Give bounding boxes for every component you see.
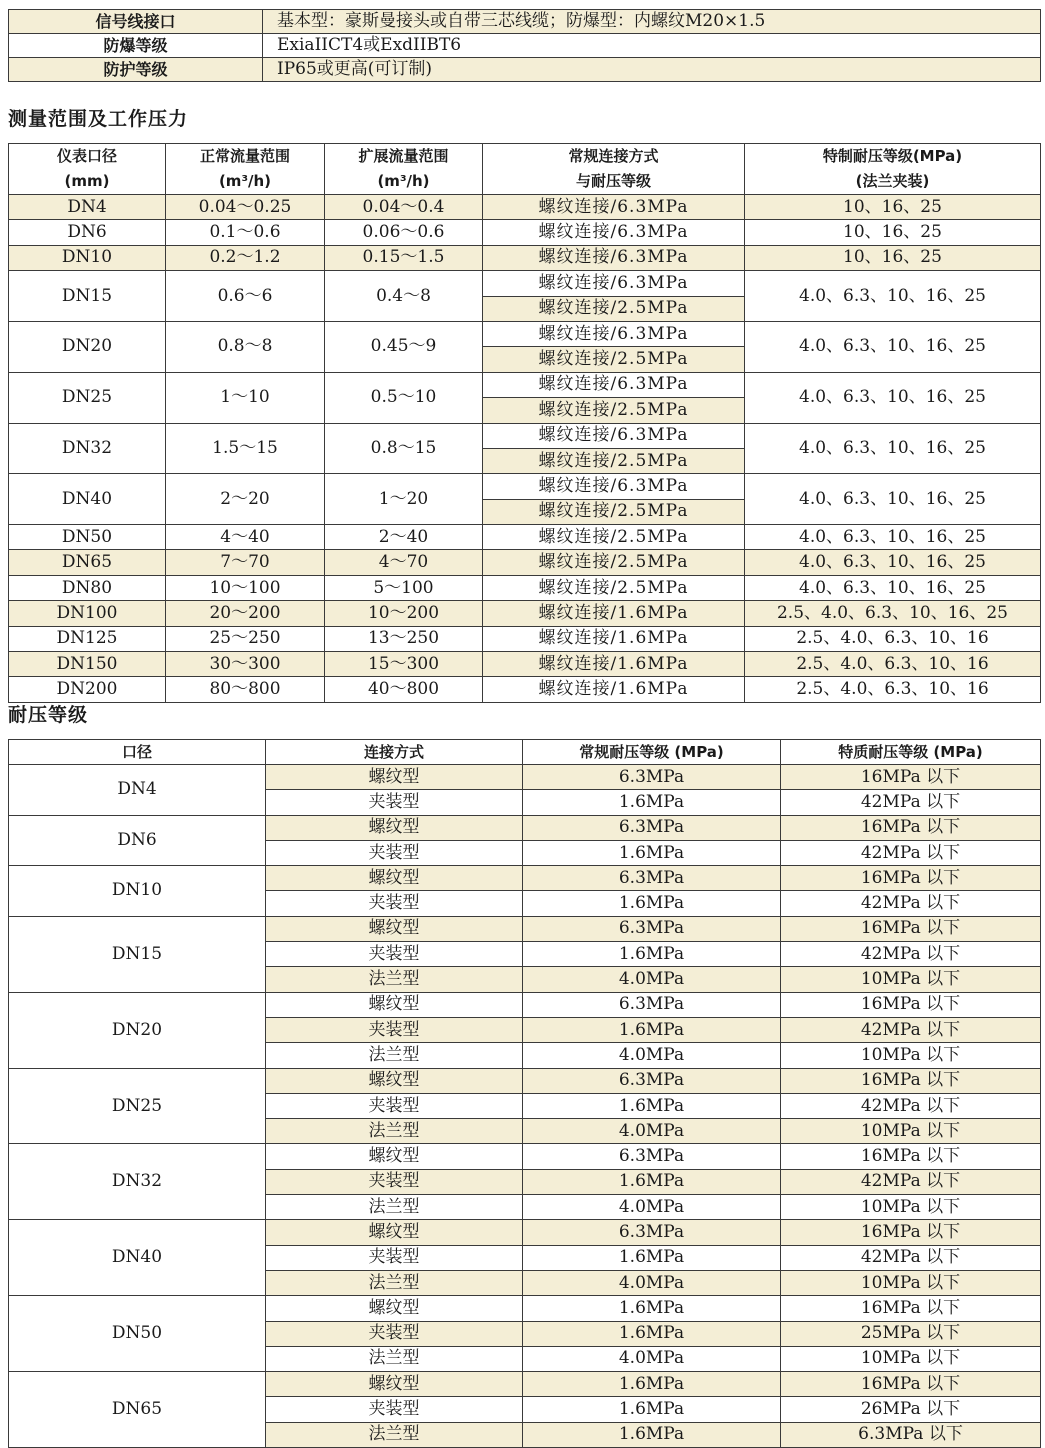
special-pressure-cell: 4.0、6.3、10、16、25 [745,423,1041,474]
measurement-row [9,652,1041,677]
special-pressure-cell: 4.0、6.3、10、16、25 [745,321,1041,372]
normal-pressure-cell: 4.0MPa [523,1270,781,1295]
measurement-row [9,550,1041,575]
special-pressure-cell: 42MPa 以下 [781,891,1041,916]
normal-range-cell: 80～800 [166,677,325,702]
dn-cell: DN20 [9,321,166,372]
pressure-row [9,992,1041,1017]
header-line-2: (mm) [64,172,110,190]
normal-range-cell: 30～300 [166,652,325,677]
special-pressure-cell: 16MPa 以下 [781,1372,1041,1397]
special-pressure-cell: 10MPa 以下 [781,967,1041,992]
special-pressure-cell: 4.0、6.3、10、16、25 [745,474,1041,525]
normal-pressure-cell: 6.3MPa [523,916,781,941]
connection-type-cell: 法兰型 [266,1270,523,1295]
header-line-2: (法兰夹装) [855,172,930,190]
dn-cell: DN10 [9,866,266,917]
connection-type-cell: 夹装型 [266,790,523,815]
connection-type-cell: 夹装型 [266,1169,523,1194]
special-pressure-cell: 10MPa 以下 [781,1270,1041,1295]
normal-pressure-cell: 6.3MPa [523,815,781,840]
normal-range-cell: 20～200 [166,601,325,626]
measurement-title: 测量范围及工作压力 [8,108,189,130]
dn-cell: DN80 [9,575,166,600]
dn-cell: DN6 [9,220,166,245]
connection-cell: 螺纹连接/2.5MPa [483,296,745,321]
normal-pressure-cell: 4.0MPa [523,967,781,992]
extended-range-cell: 15～300 [325,652,483,677]
connection-type-cell: 夹装型 [266,1017,523,1042]
spec-value: 基本型：豪斯曼接头或自带三芯线缆；防爆型：内螺纹M20×1.5 [263,10,1041,34]
connection-type-cell: 夹装型 [266,1245,523,1270]
special-pressure-cell: 42MPa 以下 [781,1017,1041,1042]
normal-pressure-cell: 1.6MPa [523,1372,781,1397]
special-pressure-cell: 16MPa 以下 [781,765,1041,790]
pressure-row [9,1144,1041,1169]
measurement-row [9,677,1041,702]
normal-range-cell: 0.6～6 [166,271,325,322]
normal-pressure-cell: 4.0MPa [523,1195,781,1220]
connection-cell: 螺纹连接/6.3MPa [483,423,745,448]
extended-range-cell: 4～70 [325,550,483,575]
dn-cell: DN10 [9,245,166,270]
header-line-1: 特制耐压等级(MPa) [822,147,963,165]
connection-cell: 螺纹连接/1.6MPa [483,601,745,626]
special-pressure-cell: 10MPa 以下 [781,1195,1041,1220]
connection-cell: 螺纹连接/2.5MPa [483,575,745,600]
normal-pressure-cell: 1.6MPa [523,1017,781,1042]
special-pressure-cell: 10MPa 以下 [781,1043,1041,1068]
normal-range-cell: 0.8～8 [166,321,325,372]
normal-pressure-cell: 6.3MPa [523,1144,781,1169]
normal-pressure-cell: 4.0MPa [523,1043,781,1068]
extended-range-cell: 0.04～0.4 [325,195,483,220]
normal-range-cell: 10～100 [166,575,325,600]
normal-pressure-cell: 1.6MPa [523,790,781,815]
connection-type-cell: 螺纹型 [266,815,523,840]
pressure-row [9,765,1041,790]
measurement-row [9,271,1041,296]
connection-cell: 螺纹连接/6.3MPa [483,271,745,296]
connection-cell: 螺纹连接/1.6MPa [483,677,745,702]
pressure-header-cell: 连接方式 [266,740,523,765]
connection-cell: 螺纹连接/6.3MPa [483,195,745,220]
connection-cell: 螺纹连接/2.5MPa [483,499,745,524]
measurement-row [9,474,1041,499]
connection-type-cell: 螺纹型 [266,1372,523,1397]
spec-key: 信号线接口 [9,10,263,34]
normal-pressure-cell: 1.6MPa [523,891,781,916]
normal-pressure-cell: 1.6MPa [523,1093,781,1118]
special-pressure-cell: 10、16、25 [745,220,1041,245]
special-pressure-cell: 25MPa 以下 [781,1321,1041,1346]
special-pressure-cell: 2.5、4.0、6.3、10、16 [745,626,1041,651]
normal-pressure-cell: 6.3MPa [523,1220,781,1245]
connection-type-cell: 法兰型 [266,1195,523,1220]
dn-cell: DN200 [9,677,166,702]
spec-key: 防护等级 [9,58,263,82]
pressure-header-cell: 口径 [9,740,266,765]
extended-range-cell: 40～800 [325,677,483,702]
connection-type-cell: 螺纹型 [266,866,523,891]
measurement-table [8,143,1041,703]
connection-type-cell: 螺纹型 [266,992,523,1017]
connection-cell: 螺纹连接/2.5MPa [483,347,745,372]
dn-cell: DN65 [9,550,166,575]
connection-type-cell: 夹装型 [266,1093,523,1118]
header-line-2: 与耐压等级 [575,172,651,190]
normal-pressure-cell: 1.6MPa [523,1422,781,1447]
dn-cell: DN65 [9,1372,266,1448]
special-pressure-cell: 42MPa 以下 [781,840,1041,865]
dn-cell: DN50 [9,1296,266,1372]
normal-range-cell: 7～70 [166,550,325,575]
pressure-row [9,1220,1041,1245]
connection-type-cell: 法兰型 [266,1043,523,1068]
normal-pressure-cell: 1.6MPa [523,1296,781,1321]
dn-cell: DN6 [9,815,266,866]
special-pressure-cell: 16MPa 以下 [781,815,1041,840]
dn-cell: DN40 [9,474,166,525]
normal-pressure-cell: 6.3MPa [523,866,781,891]
special-pressure-cell: 2.5、4.0、6.3、10、16 [745,652,1041,677]
measurement-row [9,575,1041,600]
normal-pressure-cell: 6.3MPa [523,765,781,790]
normal-pressure-cell: 1.6MPa [523,1245,781,1270]
special-pressure-cell: 16MPa 以下 [781,1144,1041,1169]
dn-cell: DN100 [9,601,166,626]
connection-cell: 螺纹连接/6.3MPa [483,220,745,245]
header-line-1: 正常流量范围 [199,147,290,165]
pressure-row [9,1068,1041,1093]
special-pressure-cell: 42MPa 以下 [781,1169,1041,1194]
header-line-1: 扩展流量范围 [358,147,449,165]
pressure-table [8,739,1041,1448]
dn-cell: DN20 [9,992,266,1068]
measurement-header-cell [325,144,483,195]
connection-cell: 螺纹连接/6.3MPa [483,245,745,270]
pressure-title: 耐压等级 [8,704,89,726]
dn-cell: DN150 [9,652,166,677]
normal-pressure-cell: 1.6MPa [523,1397,781,1422]
header-line-2: (m³/h) [377,172,430,190]
normal-pressure-cell: 4.0MPa [523,1119,781,1144]
connection-type-cell: 夹装型 [266,942,523,967]
measurement-row [9,195,1041,220]
connection-cell: 螺纹连接/2.5MPa [483,398,745,423]
connection-type-cell: 夹装型 [266,1321,523,1346]
connection-cell: 螺纹连接/1.6MPa [483,626,745,651]
special-pressure-cell: 10MPa 以下 [781,1346,1041,1371]
dn-cell: DN32 [9,1144,266,1220]
spec-key: 防爆等级 [9,34,263,58]
normal-range-cell: 2～20 [166,474,325,525]
normal-range-cell: 0.2～1.2 [166,245,325,270]
connection-cell: 螺纹连接/6.3MPa [483,372,745,397]
extended-range-cell: 13～250 [325,626,483,651]
connection-type-cell: 夹装型 [266,1397,523,1422]
special-pressure-cell: 10MPa 以下 [781,1119,1041,1144]
normal-pressure-cell: 1.6MPa [523,1321,781,1346]
extended-range-cell: 5～100 [325,575,483,600]
connection-type-cell: 夹装型 [266,891,523,916]
measurement-header-cell [166,144,325,195]
special-pressure-cell: 16MPa 以下 [781,1068,1041,1093]
connection-cell: 螺纹连接/2.5MPa [483,448,745,473]
special-pressure-cell: 4.0、6.3、10、16、25 [745,372,1041,423]
special-pressure-cell: 2.5、4.0、6.3、10、16、25 [745,601,1041,626]
measurement-row [9,626,1041,651]
spec-table [8,9,1041,82]
extended-range-cell: 2～40 [325,525,483,550]
measurement-row [9,525,1041,550]
special-pressure-cell: 4.0、6.3、10、16、25 [745,271,1041,322]
connection-cell: 螺纹连接/6.3MPa [483,321,745,346]
measurement-row [9,423,1041,448]
dn-cell: DN40 [9,1220,266,1296]
measurement-row [9,220,1041,245]
spec-row [9,34,1041,58]
connection-type-cell: 螺纹型 [266,1296,523,1321]
connection-type-cell: 法兰型 [266,1422,523,1447]
measurement-header-cell [483,144,745,195]
special-pressure-cell: 16MPa 以下 [781,992,1041,1017]
special-pressure-cell: 26MPa 以下 [781,1397,1041,1422]
measurement-row [9,601,1041,626]
measurement-row [9,245,1041,270]
dn-cell: DN15 [9,271,166,322]
normal-range-cell: 0.04～0.25 [166,195,325,220]
connection-cell: 螺纹连接/1.6MPa [483,652,745,677]
special-pressure-cell: 42MPa 以下 [781,790,1041,815]
connection-type-cell: 螺纹型 [266,1068,523,1093]
connection-cell: 螺纹连接/6.3MPa [483,474,745,499]
header-line-1: 仪表口径 [56,147,117,165]
special-pressure-cell: 4.0、6.3、10、16、25 [745,575,1041,600]
normal-range-cell: 1～10 [166,372,325,423]
special-pressure-cell: 6.3MPa 以下 [781,1422,1041,1447]
dn-cell: DN50 [9,525,166,550]
connection-cell: 螺纹连接/2.5MPa [483,550,745,575]
spec-row [9,58,1041,82]
dn-cell: DN4 [9,195,166,220]
dn-cell: DN15 [9,916,266,992]
dn-cell: DN25 [9,372,166,423]
special-pressure-cell: 16MPa 以下 [781,1220,1041,1245]
measurement-header-cell [9,144,166,195]
normal-range-cell: 0.1～0.6 [166,220,325,245]
connection-type-cell: 法兰型 [266,967,523,992]
special-pressure-cell: 4.0、6.3、10、16、25 [745,550,1041,575]
measurement-row [9,372,1041,397]
pressure-row [9,815,1041,840]
normal-pressure-cell: 4.0MPa [523,1346,781,1371]
connection-type-cell: 螺纹型 [266,916,523,941]
header-line-2: (m³/h) [218,172,272,190]
extended-range-cell: 0.15～1.5 [325,245,483,270]
dn-cell: DN4 [9,765,266,816]
normal-range-cell: 25～250 [166,626,325,651]
connection-type-cell: 螺纹型 [266,1144,523,1169]
header-line-1: 常规连接方式 [568,147,659,165]
spec-value: IP65或更高(可订制) [263,58,1041,82]
measurement-header-cell [745,144,1041,195]
extended-range-cell: 0.06～0.6 [325,220,483,245]
special-pressure-cell: 10、16、25 [745,245,1041,270]
special-pressure-cell: 42MPa 以下 [781,942,1041,967]
pressure-row [9,1296,1041,1321]
pressure-header-cell: 特质耐压等级 (MPa) [781,740,1041,765]
dn-cell: DN32 [9,423,166,474]
pressure-row [9,1372,1041,1397]
connection-type-cell: 螺纹型 [266,765,523,790]
normal-range-cell: 1.5～15 [166,423,325,474]
special-pressure-cell: 2.5、4.0、6.3、10、16 [745,677,1041,702]
special-pressure-cell: 4.0、6.3、10、16、25 [745,525,1041,550]
extended-range-cell: 10～200 [325,601,483,626]
connection-type-cell: 螺纹型 [266,1220,523,1245]
pressure-row [9,916,1041,941]
normal-pressure-cell: 1.6MPa [523,840,781,865]
spec-value: ExiaIICT4或ExdIIBT6 [263,34,1041,58]
normal-pressure-cell: 1.6MPa [523,942,781,967]
extended-range-cell: 0.5～10 [325,372,483,423]
normal-pressure-cell: 1.6MPa [523,1169,781,1194]
special-pressure-cell: 16MPa 以下 [781,916,1041,941]
connection-cell: 螺纹连接/2.5MPa [483,525,745,550]
extended-range-cell: 1～20 [325,474,483,525]
normal-range-cell: 4～40 [166,525,325,550]
dn-cell: DN25 [9,1068,266,1144]
connection-type-cell: 法兰型 [266,1346,523,1371]
extended-range-cell: 0.8～15 [325,423,483,474]
normal-pressure-cell: 6.3MPa [523,1068,781,1093]
dn-cell: DN125 [9,626,166,651]
spec-row [9,10,1041,34]
measurement-row [9,321,1041,346]
special-pressure-cell: 42MPa 以下 [781,1245,1041,1270]
extended-range-cell: 0.4～8 [325,271,483,322]
pressure-row [9,866,1041,891]
special-pressure-cell: 10、16、25 [745,195,1041,220]
pressure-header-cell: 常规耐压等级 (MPa) [523,740,781,765]
extended-range-cell: 0.45～9 [325,321,483,372]
normal-pressure-cell: 6.3MPa [523,992,781,1017]
special-pressure-cell: 16MPa 以下 [781,1296,1041,1321]
connection-type-cell: 夹装型 [266,840,523,865]
connection-type-cell: 法兰型 [266,1119,523,1144]
special-pressure-cell: 42MPa 以下 [781,1093,1041,1118]
special-pressure-cell: 16MPa 以下 [781,866,1041,891]
